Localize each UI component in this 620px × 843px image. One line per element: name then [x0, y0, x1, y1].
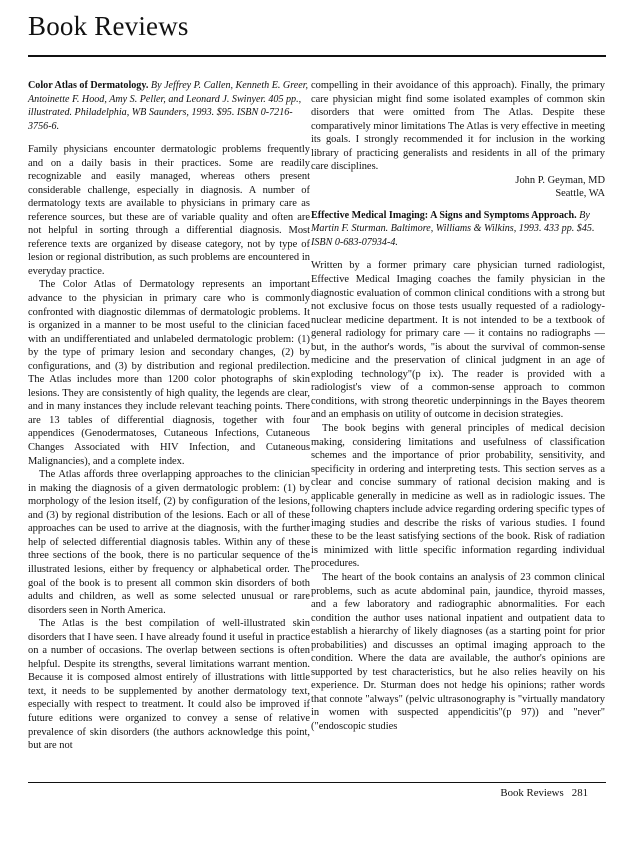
review2-citation-details: By Martin F. Sturman. Baltimore, Williams & Wilkins, 1993. 433 pp. $45. ISBN 0-683-07934-4.	[311, 209, 595, 248]
page-header	[28, 10, 606, 42]
reviewer-name: John P. Geyman, MD	[515, 174, 605, 186]
left-column	[28, 79, 310, 753]
review1-paragraph: The Color Atlas of Dermatology represents an important advance to the physician in primary care who is commonly confronted with diagnostic dilemmas of dermatologic problems. It is organized in a manner to be most useful to the clinician faced with an undifferentiated and unlabeled dermatologic problem: (1) by the type of primary lesion and secondary changes, (2) by configurations, and (3) by distribution and regional predilection. The Atlas includes more than 1200 color photographs of skin lesions. They are consistently of high quality, the legends are clear, and in many instances they include relevant teaching points. There are 13 tables of differential diagnosis, together with four appendices (Genodermatoses, Cutaneous Infections, Cutaneous Changes Associated with HIV Infection, and Cutaneous Malignancies), and a complete index.	[28, 279, 310, 467]
footer-rule	[28, 782, 606, 783]
review1-paragraph-continued: compelling in their avoidance of this approach). Finally, the primary care physician might find some isolated examples of common skin disorders that were omitted from The Atlas. Despite these comparatively minor limitations The Atlas is very effective in meeting its goals. I strongly recommended it for inclusion in the working library of practicing generalists and residents in all of the primary care disciplines.	[311, 80, 605, 173]
review1-citation-details: By Jeffrey P. Callen, Kenneth E. Greer, Antoinette F. Hood, Amy S. Peller, and Leonard J. Swinyer. 405 pp., illustrated. Philadelphia, WB Saunders, 1993. $95. ISBN 0-7216-3756-6.	[28, 80, 309, 132]
review2-book-title: Effective Medical Imaging: A Signs and Symptoms Approach.	[311, 209, 577, 221]
review1-paragraph: The Atlas is the best compilation of well-illustrated skin disorders that I have seen. I have already found it useful in practice on a number of occasions. The overlap between sections is often helpful. Despite its strengths, several limitations warrant mention. Because it is composed almost entirely of illustrations with little text, it needs to be supplemented by another dermatology text, especially with respect to treatment. It could also be improved if future editions were organized to convey a sense of relative prevalence of skin disorders (the authors acknowledge this point, but are not	[28, 618, 310, 752]
review2-paragraph: Written by a former primary care physician turned radiologist, Effective Medical Imaging coaches the family physician in the diagnostic evaluation of common clinical conditions with a strong but not exclusive focus on those tests usually requested of a radiology-nuclear medicine department. It is not intended to be a textbook of general radiology for primary care — it contains no radiographs — but, in the author's words, "is about the survival of common-sense medicine and the preservation of clinical judgment in an age of exploding technology"(p ix). The reader is provided with a radiologist's view of a common-sense approach to common conditions, with strong theoretic underpinnings in the Bayes theorem and an emphasis on utility of outcome in decision strategies.	[311, 260, 605, 421]
right-column	[311, 79, 605, 734]
page-number: 281	[571, 787, 588, 799]
review1-paragraph: The Atlas affords three overlapping approaches to the clinician in making the diagnosis of a given dermatologic problem: (1) by morphology of the lesion itself, (2) by configuration of the lesions, and (3) by regional distribution of the lesions. Each or all of these approaches can be used to arrive at the diagnosis, with the further help of selected differential diagnosis tables. Within any of these three sections of the book, there is no particular sequence of the illustrated lesions, either by frequency or alphabetical order. The goal of the book is to present all common skin disorders of both adults and children, as well as some selected unusual or rare disorders seen in North America.	[28, 469, 310, 616]
review2-paragraph: The heart of the book contains an analysis of 23 common clinical problems, such as acute abdominal pain, jaundice, thyroid masses, and a few laboratory and radiographic abnormalities. For each condition the author uses national inpatient and outpatient data to establish a hierarchy of likely diagnoses (as a starting point for prior probabilities) and discusses an optimal imaging approach to the condition. Where the data are available, the author's opinions are supported by test characteristics, but he also relies heavily on his experience. Dr. Sturman does not hedge his opinions; rather words that connote "always" (pelvic ultrasonography is "virtually mandatory in women with suspected appendicitis"(p 97)) and "never" ("endoscopic studies	[311, 572, 605, 733]
section-title: Book Reviews	[28, 11, 189, 41]
header-rule	[28, 55, 606, 57]
review1-citation	[28, 79, 310, 133]
reviewer-location: Seattle, WA	[555, 188, 605, 200]
review1-book-title: Color Atlas of Dermatology.	[28, 80, 149, 91]
page-footer	[500, 787, 588, 799]
review2-citation	[311, 209, 605, 250]
review2-paragraph: The book begins with general principles of medical decision making, considering limitations and usefulness of classification schemes and the importance of prior probability, sensitivity, and specificity in ordering and interpreting tests. This section serves as a clear and concise summary of rational decision making and is applicable generally in medicine as well as in radiologic issues. The following chapters include advice regarding ordering specific types of imaging studies and describe the risks of various studies. I found these to be the least satisfying sections of the book. Risk of radiation is minimized with little specific information regarding individual procedures.	[311, 422, 605, 570]
review1-paragraph: Family physicians encounter dermatologic problems frequently and on a daily basis in their practices. Some are readily recognizable and easily managed, whereas others present considerable challenge, especially in diagnosis. A number of dermatology texts are available to physicians in primary care as reference sources, but these are of variable quality and often are not helpful in sorting through a differential diagnosis. Most reference texts are organized by disease category, not by type of lesion or regional distribution, as such problems are encountered in everyday practice.	[28, 144, 310, 277]
footer-label: Book Reviews	[500, 787, 564, 799]
